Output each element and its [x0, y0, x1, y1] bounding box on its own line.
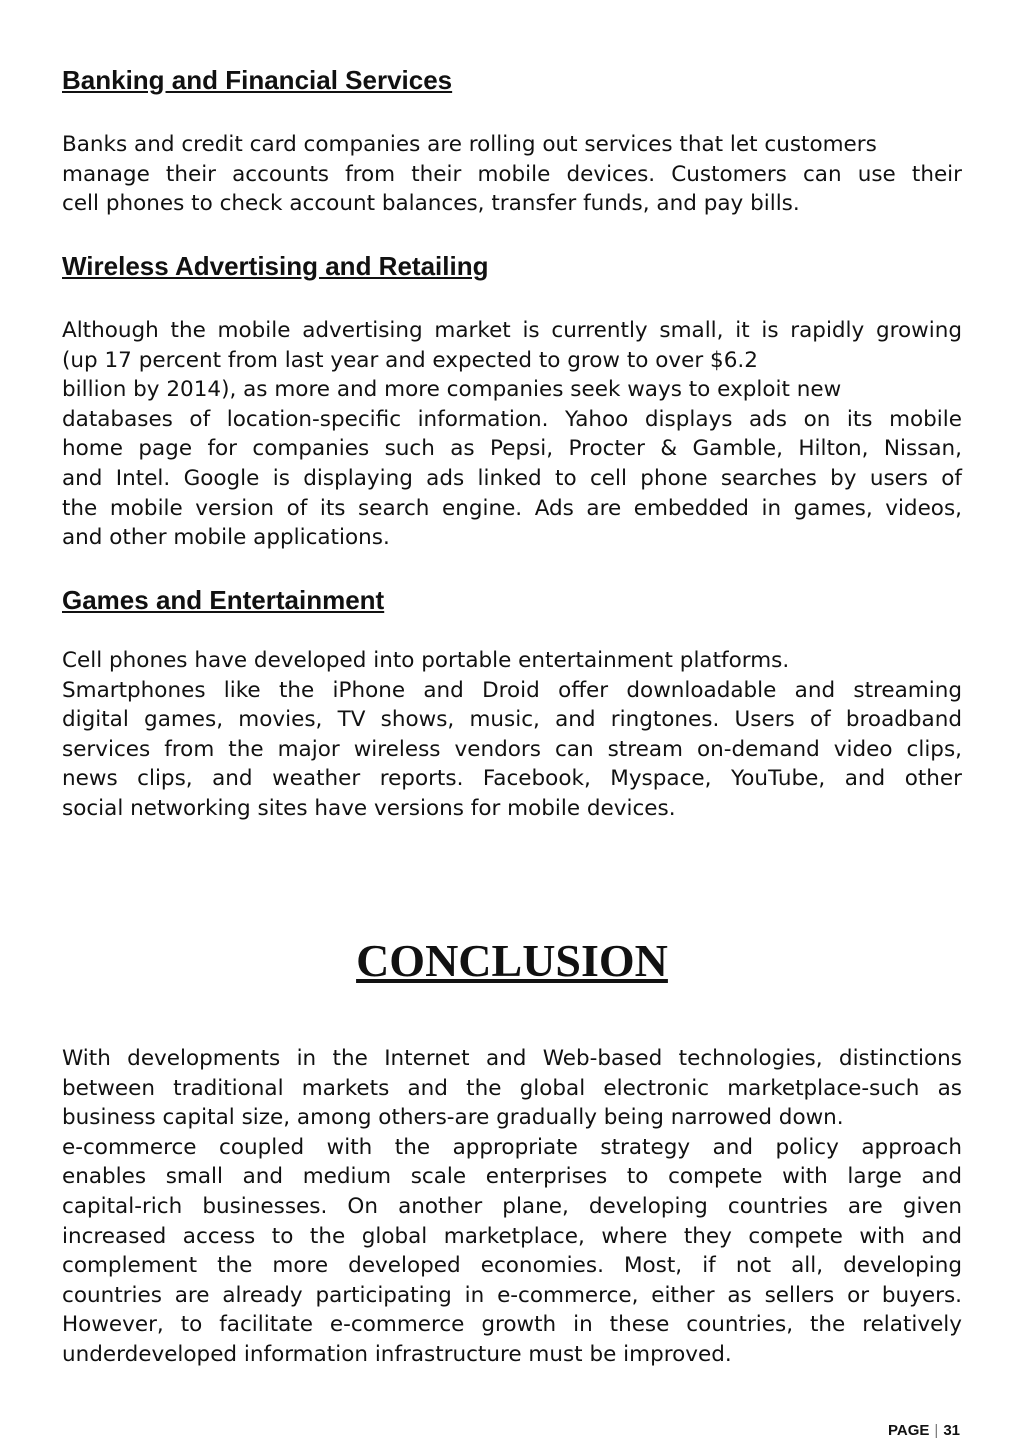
section-heading: Games and Entertainment [62, 585, 385, 615]
section-banking-body [62, 130, 962, 219]
text-line: the mobile version of its search engine. Ads are embedded in games, videos, [62, 495, 962, 521]
text-line: Smartphones like the iPhone and Droid offer downloadable and streaming [62, 677, 962, 703]
page-separator: | [934, 1422, 939, 1439]
text-line: countries are already participating in e-commerce, either as sellers or buyers. [62, 1282, 962, 1308]
page-number: 31 [943, 1422, 960, 1439]
text-line: databases of location-specific information. Yahoo displays ads on its mobile [62, 406, 962, 432]
text-line: cell phones to check account balances, transfer funds, and pay bills. [62, 191, 800, 217]
text-line: underdeveloped information infrastructure must be improved. [62, 1341, 732, 1367]
text-line: digital games, movies, TV shows, music, and ringtones. Users of broadband [62, 707, 962, 733]
section-banking [62, 64, 962, 96]
section-games-body [62, 646, 962, 824]
text-line: increased access to the global marketplace, where they compete with and [62, 1223, 962, 1249]
text-line: complement the more developed economies. Most, if not all, developing [62, 1253, 962, 1279]
text-line: Banks and credit card companies are rolling out services that let customers [62, 132, 877, 157]
text-line: capital-rich businesses. On another plane, developing countries are given [62, 1193, 962, 1219]
text-line: business capital size, among others-are gradually being narrowed down. [62, 1105, 844, 1131]
text-line: billion by 2014), as more and more companies seek ways to exploit new [62, 377, 842, 403]
text-line: news clips, and weather reports. Facebook, Myspace, YouTube, and other [62, 766, 962, 792]
text-line: With developments in the Internet and Web-based technologies, distinctions [62, 1046, 962, 1071]
page-label: PAGE [888, 1422, 930, 1439]
section-advertising [62, 250, 962, 282]
text-line: enables small and medium scale enterprises to compete with large and [62, 1164, 962, 1190]
section-games [62, 584, 962, 616]
page-footer [888, 1422, 960, 1439]
text-line: manage their accounts from their mobile devices. Customers can use their [62, 161, 962, 187]
text-line: Although the mobile advertising market is currently small, it is rapidly growing [62, 318, 962, 343]
text-line: social networking sites have versions for mobile devices. [62, 795, 676, 821]
section-heading: Wireless Advertising and Retailing [62, 251, 489, 281]
text-line: and other mobile applications. [62, 525, 390, 551]
text-line: and Intel. Google is displaying ads linked to cell phone searches by users of [62, 465, 962, 491]
text-line: (up 17 percent from last year and expected to grow to over $6.2 [62, 347, 758, 373]
section-heading: Banking and Financial Services [62, 65, 453, 95]
text-line: However, to facilitate e-commerce growth in these countries, the relatively [62, 1312, 962, 1338]
conclusion-title: CONCLUSION [356, 935, 668, 986]
text-line: home page for companies such as Pepsi, Procter & Gamble, Hilton, Nissan, [62, 436, 962, 462]
section-advertising-body [62, 316, 962, 553]
text-line: Cell phones have developed into portable entertainment platforms. [62, 648, 790, 673]
text-line: between traditional markets and the global electronic marketplace-such as [62, 1075, 962, 1101]
conclusion-body [62, 1044, 962, 1370]
text-line: services from the major wireless vendors can stream on-demand video clips, [62, 736, 962, 762]
text-line: e-commerce coupled with the appropriate strategy and policy approach [62, 1134, 962, 1160]
